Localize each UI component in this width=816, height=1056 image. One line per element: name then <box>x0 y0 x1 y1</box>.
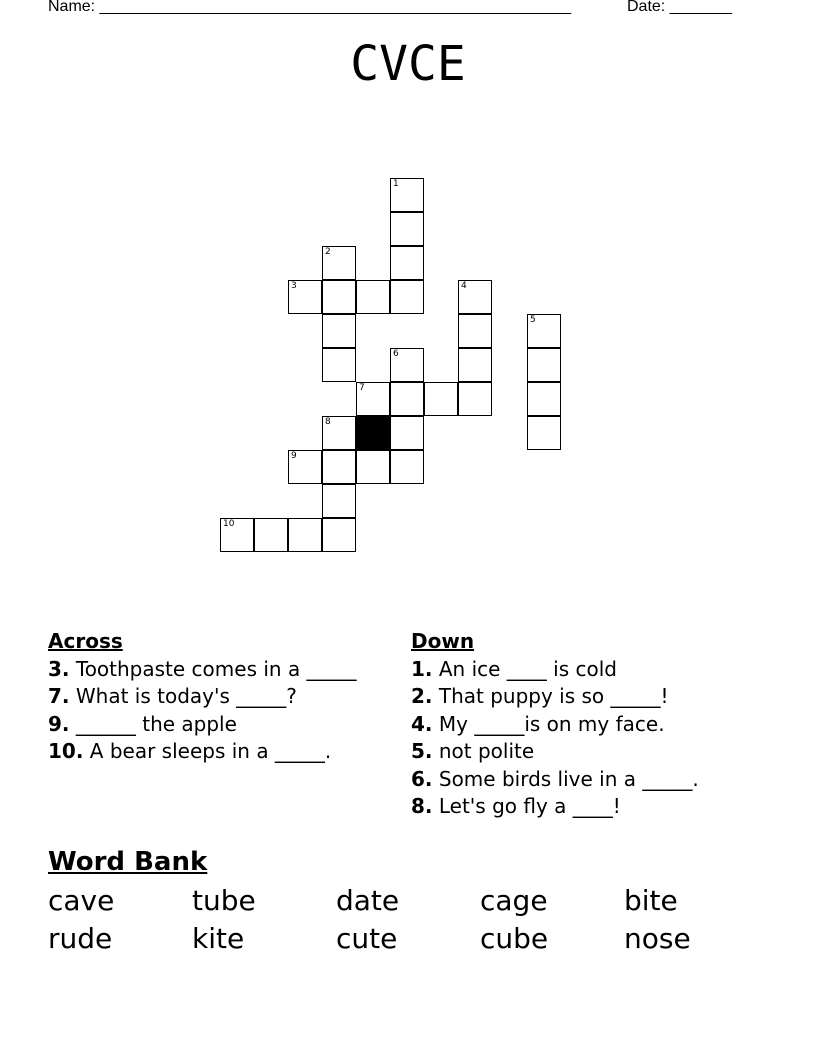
crossword-cell[interactable] <box>390 212 424 246</box>
crossword-cell[interactable] <box>322 280 356 314</box>
crossword-cell[interactable] <box>458 382 492 416</box>
clue-number: 9 <box>291 451 297 461</box>
word-bank-item: tube <box>192 884 256 917</box>
clue-item <box>411 738 699 766</box>
clue-text: not polite <box>432 739 535 763</box>
word-bank-item: cage <box>480 884 548 917</box>
blocked-cell <box>356 416 390 450</box>
crossword-cell[interactable] <box>356 450 390 484</box>
clue-number: 2 <box>325 247 331 257</box>
page-title: CVCE <box>350 36 466 92</box>
crossword-cell[interactable] <box>288 518 322 552</box>
crossword-cell[interactable] <box>390 416 424 450</box>
across-clues <box>48 628 357 766</box>
crossword-cell[interactable] <box>356 382 390 416</box>
clue-text: That puppy is so _____! <box>432 684 669 708</box>
crossword-cell[interactable] <box>458 314 492 348</box>
clue-text: ______ the apple <box>69 711 237 736</box>
clue-text: What is today's _____? <box>69 684 297 708</box>
clue-item <box>48 656 357 684</box>
clue-number: 8 <box>325 417 331 427</box>
word-bank-item: rude <box>48 922 113 955</box>
clue-item <box>411 683 699 711</box>
clue-number: 2. <box>411 684 433 708</box>
word-bank-item: cute <box>336 922 398 955</box>
clue-number: 1 <box>393 179 399 189</box>
crossword-cell[interactable] <box>322 484 356 518</box>
clue-text: My _____is on my face. <box>432 711 665 736</box>
crossword-cell[interactable] <box>322 450 356 484</box>
crossword-cell[interactable] <box>356 280 390 314</box>
crossword-cell[interactable] <box>254 518 288 552</box>
crossword-cell[interactable] <box>424 382 458 416</box>
crossword-cell[interactable] <box>288 450 322 484</box>
clue-text: Toothpaste comes in a _____ <box>69 656 357 681</box>
word-bank-item: kite <box>192 922 245 955</box>
clue-number: 7. <box>48 684 70 708</box>
crossword-cell[interactable] <box>390 178 424 212</box>
crossword-cell[interactable] <box>322 314 356 348</box>
crossword-cell[interactable] <box>220 518 254 552</box>
clue-item <box>411 711 699 739</box>
clue-number: 8. <box>411 794 433 818</box>
down-clues <box>411 628 699 821</box>
word-bank-item: nose <box>624 922 691 955</box>
clue-number: 4. <box>411 711 433 736</box>
across-heading: Across <box>48 629 123 653</box>
clue-number: 3. <box>48 656 70 681</box>
crossword-cell[interactable] <box>527 314 561 348</box>
crossword-cell[interactable] <box>322 416 356 450</box>
crossword-cell[interactable] <box>390 450 424 484</box>
clue-text: An ice ____ is cold <box>432 656 617 681</box>
clue-number: 5 <box>530 315 536 325</box>
clue-number: 3 <box>291 281 297 291</box>
clue-item <box>411 766 699 794</box>
word-bank-item: bite <box>624 884 678 917</box>
clue-item <box>411 793 699 821</box>
word-bank-title: Word Bank <box>48 847 208 877</box>
date-line: Date: _______ <box>627 0 732 15</box>
clue-item <box>48 738 357 766</box>
crossword-cell[interactable] <box>322 348 356 382</box>
crossword-cell[interactable] <box>527 416 561 450</box>
crossword-cell[interactable] <box>390 382 424 416</box>
clue-number: 10. <box>48 739 84 763</box>
clue-number: 6. <box>411 766 433 791</box>
clue-number: 10 <box>223 519 235 529</box>
clue-number: 9. <box>48 711 70 736</box>
clue-text: A bear sleeps in a _____. <box>83 739 332 763</box>
crossword-cell[interactable] <box>390 348 424 382</box>
crossword-cell[interactable] <box>390 280 424 314</box>
word-bank <box>48 883 768 957</box>
crossword-cell[interactable] <box>527 382 561 416</box>
clue-number: 5. <box>411 739 433 763</box>
clue-number: 1. <box>411 656 433 681</box>
crossword-cell[interactable] <box>390 246 424 280</box>
clue-item <box>411 656 699 684</box>
crossword-cell[interactable] <box>458 348 492 382</box>
name-line: Name: _____________________________________________________ <box>48 0 572 15</box>
down-heading: Down <box>411 629 475 653</box>
crossword-cell[interactable] <box>322 246 356 280</box>
crossword-cell[interactable] <box>527 348 561 382</box>
crossword-cell[interactable] <box>288 280 322 314</box>
clue-text: Let's go fly a ____! <box>432 794 621 818</box>
crossword-cell[interactable] <box>458 280 492 314</box>
clue-number: 6 <box>393 349 399 359</box>
clue-number: 4 <box>461 281 467 291</box>
clue-number: 7 <box>359 383 365 393</box>
clue-text: Some birds live in a _____. <box>432 766 699 791</box>
word-bank-item: date <box>336 884 400 917</box>
crossword-cell[interactable] <box>322 518 356 552</box>
clue-item <box>48 711 357 739</box>
clue-item <box>48 683 357 711</box>
word-bank-item: cube <box>480 922 549 955</box>
word-bank-item: cave <box>48 884 115 917</box>
